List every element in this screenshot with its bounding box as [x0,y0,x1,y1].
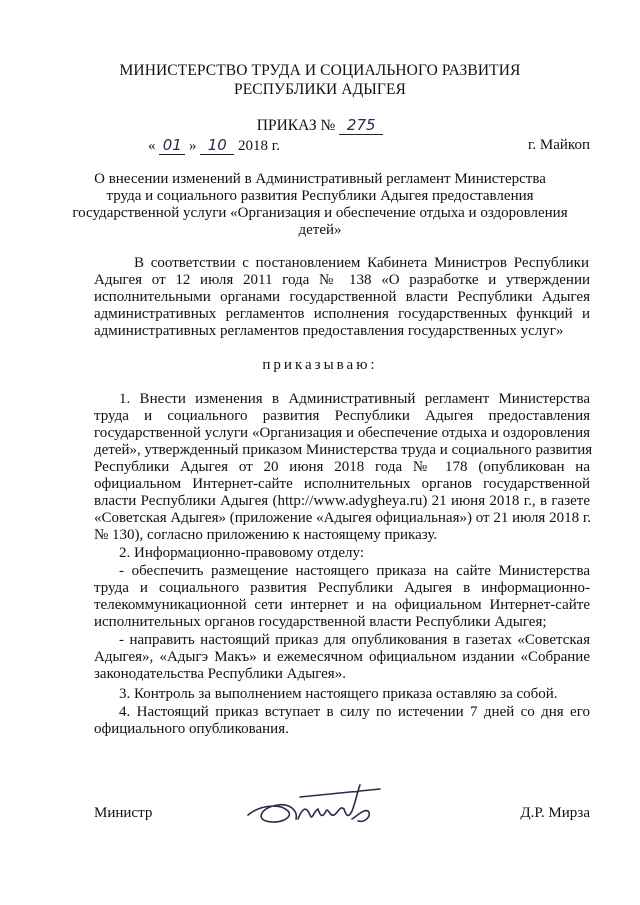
preamble-line: В соответствии с постановлением Кабинета Министров Республики [134,255,589,271]
preamble-line: административных регламентов исполнения государственных функций и [94,306,590,322]
preamble-line: исполнительными органами государственной власти Республики Адыгея [94,289,590,305]
body-line: детей», утвержденный приказом Министерства труда и социального развития [94,442,593,458]
signatory-position: Министр [94,805,153,821]
body-line: Республики Адыгея от 20 июня 2018 года № 178 (опубликован на [94,459,590,475]
body-line: 3. Контроль за выполнением настоящего приказа оставляю за собой. [119,686,558,702]
body-line: труда и социального развития Республики Адыгея предоставления [94,408,590,424]
order-title-row [0,116,640,135]
body-line: «Советская Адыгея» (приложение «Адыгея официальная») от 21 июля 2018 г. [94,510,592,526]
order-title: ПРИКАЗ № [256,117,336,134]
body-line: - обеспечить размещение настоящего приказа на сайте Министерства [119,563,590,579]
body-line: исполнительных органов государственной власти Республики Адыгея; [94,614,547,630]
subject-line: детей» [298,222,342,238]
body-line: телекоммуникационной сети интернет и на официальном Интернет-сайте [94,597,590,613]
body-line: 4. Настоящий приказ вступает в силу по истечении 7 дней со дня его [119,704,590,720]
order-city: г. Майкоп [527,137,590,153]
body-line: официального опубликования. [94,721,289,737]
order-date-year: 2018 г. [238,138,280,154]
ministry-title-line2: РЕСПУБЛИКИ АДЫГЕЯ [234,81,406,98]
body-line: - направить настоящий приказ для опубликования в газетах «Советская [119,632,590,648]
preamble-line: Адыгея от 12 июля 2011 года № 138 «О разработке и утверждении [94,272,590,288]
body-line: 2. Информационно-правовому отделу: [119,545,365,561]
signatory-name: Д.Р. Мирза [520,805,590,821]
subject-line: О внесении изменений в Административный регламент Министерства [94,171,546,187]
subject-line: государственной услуги «Организация и обеспечение отдыха и оздоровления [72,205,568,221]
body-line: № 130), согласно приложению к настоящему приказу. [94,527,438,543]
body-line: государственной услуги «Организация и обеспечение отдыха и оздоровления [94,425,590,441]
subject-line: труда и социального развития Республики Адыгея предоставления [106,188,534,204]
body-line: 1. Внести изменения в Административный регламент Министерства [119,391,590,407]
body-line: власти Республики Адыгея (http://www.adygheya.ru) 21 июня 2018 г., в газете [94,493,590,509]
order-number: 275 [339,116,383,135]
order-date-day: 01 [159,136,185,155]
body-line: законодательства Республики Адыгея». [94,666,346,682]
body-line: труда и социального развития Республики Адыгея в информационно- [94,580,590,596]
order-date-month: 10 [200,136,234,155]
prikazyvayu: приказываю: [262,357,378,373]
preamble-line: административных регламентов предоставления государственных услуг» [94,323,564,339]
body-line: официальном Интернет-сайте исполнительных органов государственной [94,476,590,492]
order-date: « 01 » 10 2018 г. [148,136,280,154]
handwritten-signature [240,775,400,835]
body-line: Адыгея», «Адыгэ Макъ» и ежемесячном официальном издании «Собрание [94,649,590,665]
ministry-title-line1: МИНИСТЕРСТВО ТРУДА И СОЦИАЛЬНОГО РАЗВИТИЯ [119,62,521,79]
